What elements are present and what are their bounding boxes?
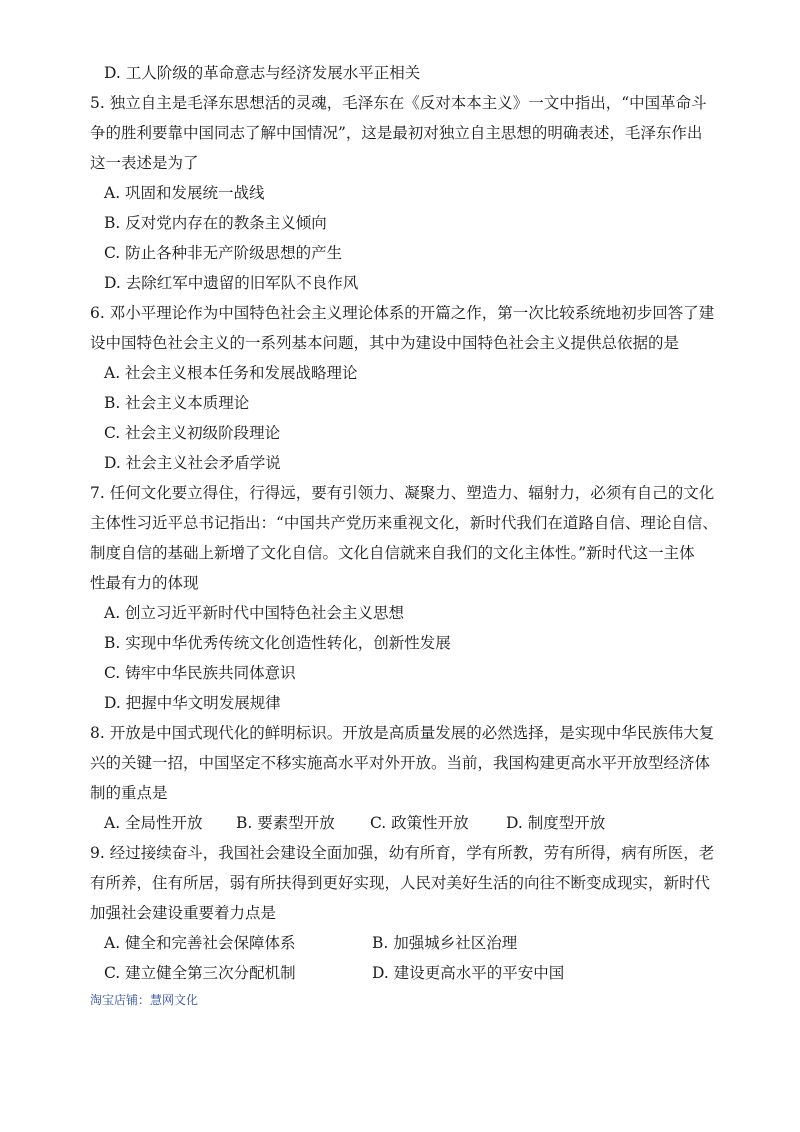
q5-option-c: C. 防止各种非无产阶级思想的产生 bbox=[104, 244, 343, 262]
q7-option-b: B. 实现中华优秀传统文化创造性转化，创新性发展 bbox=[104, 634, 451, 652]
q9-option-d: D. 建设更高水平的平安中国 bbox=[372, 964, 565, 982]
q5-option-a: A. 巩固和发展统一战线 bbox=[104, 184, 265, 202]
q8-option-c: C. 政策性开放 bbox=[370, 814, 469, 832]
q7-stem-line-3: 制度自信的基础上新增了文化自信。文化自信就来自我们的文化主体性。”新时代这一主体 bbox=[90, 544, 695, 562]
q7-option-a: A. 创立习近平新时代中国特色社会主义思想 bbox=[104, 604, 405, 622]
q9-stem-line-1: 9. 经过接续奋斗，我国社会建设全面加强，幼有所育，学有所教，劳有所得，病有所医，老 bbox=[90, 844, 715, 862]
q6-stem-line-2: 设中国特色社会主义的一系列基本问题，其中为建设中国特色社会主义提供总依据的是 bbox=[90, 334, 680, 352]
q8-option-d: D. 制度型开放 bbox=[506, 814, 606, 832]
q6-option-a: A. 社会主义根本任务和发展战略理论 bbox=[104, 364, 358, 382]
q9-option-a: A. 健全和完善社会保障体系 bbox=[104, 934, 296, 952]
q7-option-c: C. 铸牢中华民族共同体意识 bbox=[104, 664, 296, 682]
q8-stem-line-3: 制的重点是 bbox=[90, 784, 168, 802]
q7-stem-line-4: 性最有力的体现 bbox=[90, 574, 199, 592]
shop-footer-label: 淘宝店铺：慧网文化 bbox=[90, 993, 199, 1007]
q8-option-b: B. 要素型开放 bbox=[236, 814, 335, 832]
q5-stem-line-2: 争的胜利要靠中国同志了解中国情况”，这是最初对独立自主思想的明确表述，毛泽东作出 bbox=[90, 124, 703, 142]
q6-stem-line-1: 6. 邓小平理论作为中国特色社会主义理论体系的开篇之作，第一次比较系统地初步回答了建 bbox=[90, 304, 715, 322]
q8-option-a: A. 全局性开放 bbox=[104, 814, 203, 832]
q5-stem-line-3: 这一表述是为了 bbox=[90, 154, 199, 172]
q6-option-b: B. 社会主义本质理论 bbox=[104, 394, 250, 412]
q5-option-d: D. 去除红军中遗留的旧军队不良作风 bbox=[104, 274, 359, 292]
q5-stem-line-1: 5. 独立自主是毛泽东思想活的灵魂，毛泽东在《反对本本主义》一文中指出，“中国革命斗 bbox=[90, 94, 707, 112]
q6-option-c: C. 社会主义初级阶段理论 bbox=[104, 424, 281, 442]
q9-option-b: B. 加强城乡社区治理 bbox=[372, 934, 518, 952]
q7-stem-line-2: 主体性习近平总书记指出：“中国共产党历来重视文化，新时代我们在道路自信、理论自信、 bbox=[90, 514, 718, 532]
q6-option-d: D. 社会主义社会矛盾学说 bbox=[104, 454, 281, 472]
q9-stem-line-3: 加强社会建设重要着力点是 bbox=[90, 904, 277, 922]
q7-option-d: D. 把握中华文明发展规律 bbox=[104, 694, 281, 712]
q8-stem-line-1: 8. 开放是中国式现代化的鲜明标识。开放是高质量发展的必然选择，是实现中华民族伟大复 bbox=[90, 724, 715, 742]
q9-option-c: C. 建立健全第三次分配机制 bbox=[104, 964, 296, 982]
q4-option-d: D. 工人阶级的革命意志与经济发展水平正相关 bbox=[104, 64, 421, 82]
q5-option-b: B. 反对党内存在的教条主义倾向 bbox=[104, 214, 327, 232]
q8-stem-line-2: 兴的关键一招，中国坚定不移实施高水平对外开放。当前，我国构建更高水平开放型经济体 bbox=[90, 754, 711, 772]
q9-stem-line-2: 有所养，住有所居，弱有所扶得到更好实现，人民对美好生活的向往不断变成现实，新时代 bbox=[90, 874, 711, 892]
q7-stem-line-1: 7. 任何文化要立得住，行得远，要有引领力、凝聚力、塑造力、辐射力，必须有自己的文化 bbox=[90, 484, 715, 502]
